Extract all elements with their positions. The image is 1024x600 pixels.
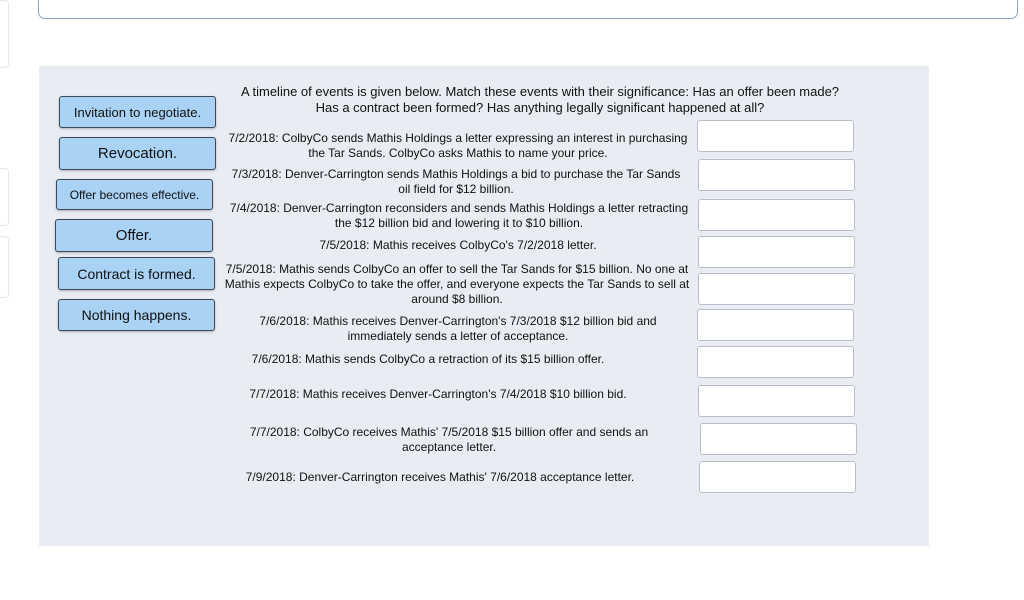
event-text: 7/9/2018: Denver-Carrington receives Mathis' 7/6/2018 acceptance letter. xyxy=(245,470,635,484)
event-text: 7/7/2018: Mathis receives Denver-Carrington's 7/4/2018 $10 billion bid. xyxy=(249,387,627,401)
left-edge-tab xyxy=(0,168,9,226)
choice-nothing-happens[interactable]: Nothing happens. xyxy=(58,299,215,331)
drop-target[interactable] xyxy=(698,273,855,305)
event-text: 7/3/2018: Denver-Carrington sends Mathis Holdings a bid to purchase the Tar Sands oil field for $12 billion. xyxy=(231,167,681,196)
drop-target[interactable] xyxy=(698,385,855,417)
drop-target[interactable] xyxy=(698,159,855,191)
event-text: 7/2/2018: ColbyCo sends Mathis Holdings a letter expressing an interest in purchasing the Tar Sands. ColbyCo asks Mathis to name your price. xyxy=(228,131,688,160)
drop-target[interactable] xyxy=(698,199,855,231)
drop-target[interactable] xyxy=(699,461,856,493)
event-text: 7/5/2018: Mathis sends ColbyCo an offer to sell the Tar Sands for $15 billion. No one at Mathis expects ColbyCo to take the offer, and everyone expects the Tar Sands to sell at around $8 billion. xyxy=(224,262,690,306)
left-edge-tab xyxy=(0,236,9,298)
drop-target[interactable] xyxy=(697,120,854,152)
drop-target[interactable] xyxy=(700,423,857,455)
choice-contract-is-formed[interactable]: Contract is formed. xyxy=(58,257,215,290)
choice-revocation[interactable]: Revocation. xyxy=(59,137,216,170)
instructions-text: A timeline of events is given below. Match these events with their significance: Has an offer been made? Has a contract been formed? Has anything legally significant happened at all? xyxy=(240,84,840,115)
choice-offer-becomes-effective[interactable]: Offer becomes effective. xyxy=(56,179,213,210)
choice-offer[interactable]: Offer. xyxy=(55,219,213,252)
drop-target[interactable] xyxy=(697,309,854,341)
event-text: 7/7/2018: ColbyCo receives Mathis' 7/5/2018 $15 billion offer and sends an acceptance letter. xyxy=(249,425,649,454)
answer-area-frame xyxy=(38,0,1018,19)
left-edge-tab xyxy=(0,0,9,68)
event-text: 7/6/2018: Mathis receives Denver-Carrington's 7/3/2018 $12 billion bid and immediately sends a letter of acceptance. xyxy=(259,314,657,343)
event-text: 7/5/2018: Mathis receives ColbyCo's 7/2/2018 letter. xyxy=(319,238,597,252)
drop-target[interactable] xyxy=(698,236,855,268)
event-text: 7/6/2018: Mathis sends ColbyCo a retraction of its $15 billion offer. xyxy=(251,352,605,366)
choice-invitation-to-negotiate[interactable]: Invitation to negotiate. xyxy=(59,96,216,128)
event-text: 7/4/2018: Denver-Carrington reconsiders and sends Mathis Holdings a letter retracting the $12 billion bid and lowering it to $10 billion. xyxy=(229,201,689,230)
drop-target[interactable] xyxy=(697,346,854,378)
